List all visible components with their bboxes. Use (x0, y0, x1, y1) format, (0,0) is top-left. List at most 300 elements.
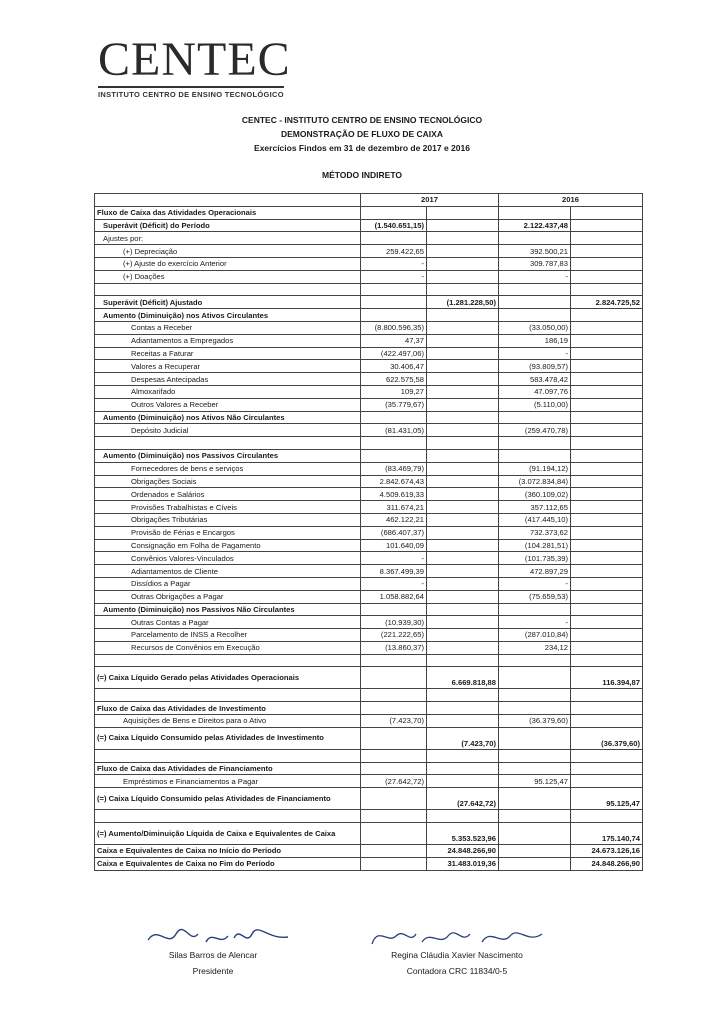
col-header-2017: 2017 (361, 194, 499, 207)
table-row (95, 552, 643, 565)
value-cell-b: (27.642,72) (427, 788, 499, 810)
value-cell-a: - (361, 552, 427, 565)
table-row (95, 232, 643, 245)
row-label (95, 810, 361, 823)
row-label: (+) Doações (95, 270, 361, 283)
header-period: Exercícios Findos em 31 de dezembro de 2017 e 2016 (254, 143, 470, 153)
row-label (95, 437, 361, 450)
value-cell-c: - (499, 616, 571, 629)
empty-cell (571, 283, 643, 296)
empty-cell (499, 309, 571, 322)
table-row (95, 727, 643, 749)
empty-cell (571, 449, 643, 462)
empty-cell (571, 437, 643, 450)
empty-cell (361, 857, 427, 870)
row-label: Obrigações Sociais (95, 475, 361, 488)
president-role: Presidente (192, 966, 234, 976)
empty-cell (571, 565, 643, 578)
empty-cell (571, 749, 643, 762)
empty-cell (499, 437, 571, 450)
empty-cell (361, 654, 427, 667)
table-row (95, 616, 643, 629)
empty-cell (427, 411, 499, 424)
row-label: (+) Depreciação (95, 245, 361, 258)
value-cell-d: 175.140,74 (571, 823, 643, 845)
row-label: Caixa e Equivalentes de Caixa no Fim do Período (95, 857, 361, 870)
value-cell-d: 116.394,87 (571, 667, 643, 689)
row-label (95, 749, 361, 762)
table-row (95, 577, 643, 590)
empty-cell (427, 398, 499, 411)
row-label: Almoxarifado (95, 385, 361, 398)
row-label: Fluxo de Caixa das Atividades de Investimento (95, 702, 361, 715)
value-cell-c: 472.897,29 (499, 565, 571, 578)
empty-cell (571, 334, 643, 347)
accountant-name: Regina Cláudia Xavier Nascimento (391, 950, 523, 960)
table-row (95, 539, 643, 552)
value-cell-d: 95.125,47 (571, 788, 643, 810)
row-label: Adiantamentos a Empregados (95, 334, 361, 347)
table-row (95, 270, 643, 283)
empty-cell (571, 245, 643, 258)
row-label: Fluxo de Caixa das Atividades Operacionais (95, 206, 361, 219)
empty-cell (571, 321, 643, 334)
empty-cell (499, 689, 571, 702)
empty-cell (427, 629, 499, 642)
centec-logo (98, 33, 291, 99)
table-row (95, 654, 643, 667)
president-name: Silas Barros de Alencar (168, 950, 258, 960)
empty-cell (361, 667, 427, 689)
empty-cell (571, 762, 643, 775)
empty-cell (571, 309, 643, 322)
value-cell-a: 2.842.674,43 (361, 475, 427, 488)
table-row (95, 501, 643, 514)
row-label: Aumento (Diminuição) nos Passivos Circulantes (95, 449, 361, 462)
row-label: (=) Aumento/Diminuição Líquida de Caixa e Equivalentes de Caixa (95, 823, 361, 845)
value-cell-a: 4.509.619,33 (361, 488, 427, 501)
value-cell-a: 1.058.882,64 (361, 590, 427, 603)
table-row (95, 475, 643, 488)
value-cell-c: 2.122.437,48 (499, 219, 571, 232)
row-label: Superávit (Déficit) do Período (95, 219, 361, 232)
table-row (95, 488, 643, 501)
value-cell-c: (259.470,78) (499, 424, 571, 437)
value-cell-a: 30.406,47 (361, 360, 427, 373)
table-row (95, 603, 643, 616)
row-label: Fornecedores de bens e serviços (95, 462, 361, 475)
table-row (95, 321, 643, 334)
value-cell-c: (360.109,02) (499, 488, 571, 501)
empty-cell (427, 219, 499, 232)
value-cell-c: - (499, 347, 571, 360)
row-label: Provisão de Férias e Encargos (95, 526, 361, 539)
col-header-2016: 2016 (499, 194, 643, 207)
empty-cell (427, 245, 499, 258)
value-cell-c: 47.097,76 (499, 385, 571, 398)
empty-cell (427, 715, 499, 728)
row-label: Outras Contas a Pagar (95, 616, 361, 629)
table-row (95, 667, 643, 689)
value-cell-a: 462.122,21 (361, 513, 427, 526)
row-label: Outros Valores a Receber (95, 398, 361, 411)
empty-cell (499, 654, 571, 667)
empty-cell (571, 424, 643, 437)
value-cell-a: 8.367.499,39 (361, 565, 427, 578)
empty-cell (427, 641, 499, 654)
value-cell-c: (417.445,10) (499, 513, 571, 526)
signature-accountant (352, 922, 562, 976)
value-cell-a: 109,27 (361, 385, 427, 398)
row-label: Despesas Antecipadas (95, 373, 361, 386)
value-cell-a: 259.422,65 (361, 245, 427, 258)
empty-cell (361, 762, 427, 775)
empty-cell (427, 749, 499, 762)
empty-cell (571, 488, 643, 501)
accountant-role: Contadora CRC 11834/0-5 (406, 966, 508, 976)
value-cell-c: 392.500,21 (499, 245, 571, 258)
row-label: Ajustes por: (95, 232, 361, 245)
value-cell-c: (33.050,00) (499, 321, 571, 334)
empty-cell (571, 715, 643, 728)
row-label: Dissídios a Pagar (95, 577, 361, 590)
empty-cell (571, 577, 643, 590)
value-cell-a: 311.674,21 (361, 501, 427, 514)
empty-cell (427, 501, 499, 514)
row-label (95, 283, 361, 296)
value-cell-a: (27.642,72) (361, 775, 427, 788)
empty-cell (427, 689, 499, 702)
row-label: Valores a Recuperar (95, 360, 361, 373)
table-row (95, 437, 643, 450)
row-label (95, 654, 361, 667)
empty-cell (571, 385, 643, 398)
row-label: Empréstimos e Financiamentos a Pagar (95, 775, 361, 788)
empty-cell (571, 501, 643, 514)
empty-cell (427, 513, 499, 526)
value-cell-a: (81.431,05) (361, 424, 427, 437)
empty-cell (361, 283, 427, 296)
value-cell-c: 583.478,42 (499, 373, 571, 386)
empty-cell (499, 411, 571, 424)
empty-cell (361, 823, 427, 845)
row-label: Fluxo de Caixa das Atividades de Financiamento (95, 762, 361, 775)
empty-cell (499, 283, 571, 296)
row-label: Contas a Receber (95, 321, 361, 334)
table-row (95, 334, 643, 347)
table-row (95, 689, 643, 702)
table-row (95, 702, 643, 715)
empty-cell (499, 603, 571, 616)
signature-scribble-president (128, 920, 298, 950)
empty-cell (427, 488, 499, 501)
table-row (95, 810, 643, 823)
value-cell-a: (13.860,37) (361, 641, 427, 654)
table-row (95, 283, 643, 296)
empty-cell (427, 373, 499, 386)
empty-cell (427, 539, 499, 552)
table-row (95, 347, 643, 360)
value-cell-a: - (361, 257, 427, 270)
empty-cell (427, 449, 499, 462)
value-cell-b: 24.848.266,90 (427, 845, 499, 858)
empty-cell (361, 788, 427, 810)
empty-cell (499, 727, 571, 749)
empty-cell (361, 603, 427, 616)
value-cell-a: (422.497,06) (361, 347, 427, 360)
table-row (95, 245, 643, 258)
value-cell-a: (7.423,70) (361, 715, 427, 728)
value-cell-c: (91.194,12) (499, 462, 571, 475)
table-row (95, 629, 643, 642)
empty-cell (427, 347, 499, 360)
empty-cell (427, 270, 499, 283)
empty-cell (499, 762, 571, 775)
empty-cell (571, 603, 643, 616)
empty-cell (499, 296, 571, 309)
empty-cell (499, 788, 571, 810)
empty-cell (361, 206, 427, 219)
table-row (95, 309, 643, 322)
value-cell-c: 357.112,65 (499, 501, 571, 514)
row-label: Aumento (Diminuição) nos Ativos Não Circulantes (95, 411, 361, 424)
value-cell-c: 186,19 (499, 334, 571, 347)
value-cell-b: 6.669.818,88 (427, 667, 499, 689)
table-header-row (95, 194, 643, 207)
empty-cell (427, 590, 499, 603)
table-row (95, 411, 643, 424)
row-label: Aquisições de Bens e Direitos para o Ativo (95, 715, 361, 728)
table-row (95, 449, 643, 462)
value-cell-c: - (499, 577, 571, 590)
table-row (95, 845, 643, 858)
signature-scribble-accountant (352, 922, 562, 950)
value-cell-a: (8.800.596,35) (361, 321, 427, 334)
value-cell-a: (686.407,37) (361, 526, 427, 539)
empty-cell (361, 689, 427, 702)
empty-cell (361, 845, 427, 858)
table-row (95, 823, 643, 845)
value-cell-a: 101.640,09 (361, 539, 427, 552)
empty-cell (361, 437, 427, 450)
value-cell-a: (1.540.651,15) (361, 219, 427, 232)
empty-cell (499, 206, 571, 219)
header-statement-title: DEMONSTRAÇÃO DE FLUXO DE CAIXA (281, 129, 443, 139)
row-label: Consignação em Folha de Pagamento (95, 539, 361, 552)
empty-cell (361, 702, 427, 715)
empty-cell (427, 462, 499, 475)
empty-cell (427, 360, 499, 373)
empty-cell (571, 689, 643, 702)
table-row (95, 641, 643, 654)
signature-president (128, 920, 298, 976)
empty-cell (427, 526, 499, 539)
row-label: Aumento (Diminuição) nos Ativos Circulantes (95, 309, 361, 322)
row-label: Convênios Valores-Vinculados (95, 552, 361, 565)
value-cell-c: 732.373,62 (499, 526, 571, 539)
table-row (95, 788, 643, 810)
empty-cell (427, 475, 499, 488)
empty-cell (571, 539, 643, 552)
table-row (95, 513, 643, 526)
empty-cell (427, 309, 499, 322)
empty-cell (427, 810, 499, 823)
empty-cell (571, 513, 643, 526)
header-institution: CENTEC - INSTITUTO CENTRO DE ENSINO TECNOLÓGICO (241, 115, 483, 125)
empty-cell (427, 206, 499, 219)
table-row (95, 373, 643, 386)
empty-cell (499, 749, 571, 762)
empty-cell (499, 810, 571, 823)
empty-cell (361, 727, 427, 749)
empty-cell (427, 762, 499, 775)
empty-cell (571, 219, 643, 232)
table-row (95, 762, 643, 775)
row-label: Ordenados e Salários (95, 488, 361, 501)
value-cell-c: (93.809,57) (499, 360, 571, 373)
row-label: Recursos de Convênios em Execução (95, 641, 361, 654)
value-cell-b: (1.281.228,50) (427, 296, 499, 309)
row-label: Provisões Trabalhistas e Cíveis (95, 501, 361, 514)
row-label (95, 689, 361, 702)
row-label: Adiantamentos de Cliente (95, 565, 361, 578)
row-label: Outras Obrigações a Pagar (95, 590, 361, 603)
empty-cell (427, 603, 499, 616)
empty-cell (571, 360, 643, 373)
empty-cell (361, 309, 427, 322)
empty-cell (499, 702, 571, 715)
empty-cell (427, 385, 499, 398)
method-title: MÉTODO INDIRETO (322, 170, 402, 180)
empty-cell (571, 552, 643, 565)
value-cell-c: (75.659,53) (499, 590, 571, 603)
empty-cell (571, 398, 643, 411)
row-label: Receitas a Faturar (95, 347, 361, 360)
row-label: Parcelamento de INSS a Recolher (95, 629, 361, 642)
empty-cell (427, 321, 499, 334)
value-cell-c: (287.010,84) (499, 629, 571, 642)
value-cell-d: 24.848.266,90 (571, 857, 643, 870)
value-cell-a: 622.575,58 (361, 373, 427, 386)
empty-cell (427, 283, 499, 296)
empty-cell (361, 232, 427, 245)
empty-cell (571, 373, 643, 386)
table-row (95, 219, 643, 232)
empty-cell (361, 810, 427, 823)
empty-cell (571, 206, 643, 219)
table-row (95, 749, 643, 762)
value-cell-d: (36.379,60) (571, 727, 643, 749)
empty-cell (571, 616, 643, 629)
table-row (95, 257, 643, 270)
table-row (95, 775, 643, 788)
value-cell-a: (10.939,30) (361, 616, 427, 629)
empty-cell (499, 857, 571, 870)
empty-cell (427, 232, 499, 245)
empty-cell (427, 552, 499, 565)
value-cell-a: (83.469,79) (361, 462, 427, 475)
table-row (95, 296, 643, 309)
empty-cell (427, 437, 499, 450)
empty-cell (571, 257, 643, 270)
empty-cell (571, 775, 643, 788)
row-label: Caixa e Equivalentes de Caixa no Início do Período (95, 845, 361, 858)
empty-cell (361, 449, 427, 462)
value-cell-a: - (361, 270, 427, 283)
row-label: Superávit (Déficit) Ajustado (95, 296, 361, 309)
value-cell-a: - (361, 577, 427, 590)
table-row (95, 385, 643, 398)
empty-cell (499, 823, 571, 845)
value-cell-c: (5.110,00) (499, 398, 571, 411)
value-cell-a: (221.222,65) (361, 629, 427, 642)
value-cell-c: (101.735,39) (499, 552, 571, 565)
table-row (95, 424, 643, 437)
empty-cell (427, 577, 499, 590)
empty-cell (427, 616, 499, 629)
value-cell-c: (3.072.834,84) (499, 475, 571, 488)
empty-cell (499, 667, 571, 689)
empty-cell (571, 702, 643, 715)
row-label: Obrigações Tributárias (95, 513, 361, 526)
empty-cell (427, 257, 499, 270)
value-cell-d: 2.824.725,52 (571, 296, 643, 309)
empty-cell (571, 526, 643, 539)
value-cell-c: - (499, 270, 571, 283)
empty-cell (571, 810, 643, 823)
empty-cell (499, 449, 571, 462)
empty-cell (427, 654, 499, 667)
row-label: Aumento (Diminuição) nos Passivos Não Circulantes (95, 603, 361, 616)
table-row (95, 715, 643, 728)
table-row (95, 398, 643, 411)
logo-wordmark: CENTEC (98, 33, 291, 86)
value-cell-b: 31.483.019,36 (427, 857, 499, 870)
value-cell-c: 234,12 (499, 641, 571, 654)
empty-cell (571, 411, 643, 424)
empty-cell (427, 775, 499, 788)
empty-cell (571, 232, 643, 245)
row-label: (+) Ajuste do exercício Anterior (95, 257, 361, 270)
row-label: Depósito Judicial (95, 424, 361, 437)
value-cell-c: 309.787,83 (499, 257, 571, 270)
empty-cell (571, 347, 643, 360)
value-cell-a: (35.779,67) (361, 398, 427, 411)
logo-rule (98, 86, 284, 88)
logo-subtitle: INSTITUTO CENTRO DE ENSINO TECNOLÓGICO (98, 90, 284, 99)
empty-cell (499, 845, 571, 858)
empty-cell (361, 749, 427, 762)
empty-cell (427, 702, 499, 715)
empty-cell (361, 411, 427, 424)
table-row (95, 526, 643, 539)
row-label: (=) Caixa Líquido Gerado pelas Atividades Operacionais (95, 667, 361, 689)
row-label: (=) Caixa Líquido Consumido pelas Atividades de Financiamento (95, 788, 361, 810)
empty-cell (571, 270, 643, 283)
empty-cell (571, 475, 643, 488)
value-cell-d: 24.673.126,16 (571, 845, 643, 858)
empty-cell (499, 232, 571, 245)
empty-cell (427, 565, 499, 578)
empty-cell (571, 629, 643, 642)
empty-cell (571, 654, 643, 667)
empty-cell (361, 296, 427, 309)
value-cell-c: (36.379,60) (499, 715, 571, 728)
empty-cell (571, 641, 643, 654)
value-cell-c: 95.125,47 (499, 775, 571, 788)
cash-flow-table (94, 193, 643, 871)
table-row (95, 857, 643, 870)
